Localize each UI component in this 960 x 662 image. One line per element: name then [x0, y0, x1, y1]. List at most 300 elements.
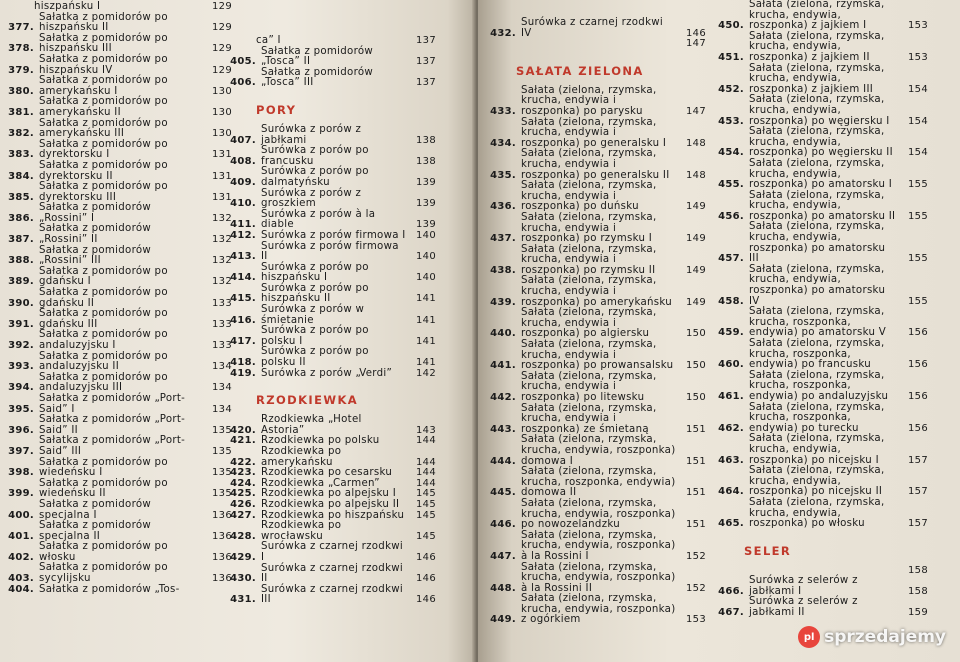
entry-title: Sałatka z pomidorów po hiszpańsku IV: [39, 53, 168, 76]
index-entry: [710, 403, 928, 435]
entry-title: Sałatka z pomidorów po amerykańsku III: [39, 117, 168, 140]
entry-number: 424.: [230, 477, 256, 489]
index-entry: [0, 34, 232, 55]
entry-title: Sałata (zielona, rzymska, krucha, endywia i roszponka) po generalsku I: [521, 116, 667, 149]
entry-number: 461.: [718, 390, 744, 402]
left-col-2: [222, 36, 436, 606]
entry-title: Sałata (zielona, rzymska, krucha, endywia, roszponka) po nicejsku II: [749, 465, 885, 498]
index-entry: [710, 127, 928, 159]
index-entry: [482, 213, 706, 245]
entry-number: 405.: [230, 56, 256, 68]
index-entry: [0, 224, 232, 245]
watermark-text: sprzedajemy: [824, 627, 946, 647]
entry-number: 435.: [490, 169, 516, 181]
entry-page-number: 155: [908, 253, 928, 265]
entry-number: 410.: [230, 198, 256, 210]
entry-page-number: 144: [416, 456, 436, 468]
entry-title: Sałatka z pomidorów „Rossini” II: [39, 223, 152, 246]
entry-title: Rzodkiewka po hiszpańsku: [261, 509, 405, 521]
entry-number: 450.: [718, 20, 744, 32]
index-entry: [482, 531, 706, 563]
entry-page-number: 136: [212, 509, 232, 521]
index-entry: [482, 340, 706, 372]
entry-title: Surówka z porów „Verdi”: [261, 367, 393, 379]
entry-number: 383.: [8, 149, 34, 161]
index-entry: [482, 276, 706, 308]
entry-page-number: 154: [908, 115, 928, 127]
entry-title: Sałatka z pomidorów „Tos-: [39, 583, 180, 595]
entry-number: 396.: [8, 424, 34, 436]
index-entry: [710, 0, 928, 32]
entry-title: Sałata (zielona, rzymska, krucha, endywia i roszponka) po rzymsku II: [521, 243, 657, 276]
index-entry: [0, 330, 232, 351]
index-entry: [710, 64, 928, 96]
index-entry: [482, 18, 706, 39]
index-entry: [0, 415, 232, 436]
entry-page-number: 140: [416, 272, 436, 284]
entry-number: 412.: [230, 229, 256, 241]
index-entry: [482, 499, 706, 531]
index-entry: [710, 307, 928, 339]
entry-number: 391.: [8, 318, 34, 330]
entry-page-number: 137: [416, 56, 436, 68]
index-entry: [0, 2, 232, 13]
index-entry: [0, 203, 232, 224]
entry-number: 454.: [718, 147, 744, 159]
entry-page-number: 157: [908, 486, 928, 498]
entry-page-number: 153: [908, 51, 928, 63]
entry-title: Rzodkiewka po polsku: [261, 435, 380, 447]
entry-title: Sałatka z pomidorów po hiszpańsku II: [39, 11, 168, 34]
index-entry: [222, 36, 436, 47]
entry-page-number: 140: [416, 229, 436, 241]
entry-page-number: 159: [908, 607, 928, 619]
index-entry: [710, 339, 928, 371]
entry-title: Surówka z porów firmowa II: [261, 240, 399, 263]
entry-number: 388.: [8, 255, 34, 267]
entry-page-number: 152: [686, 550, 706, 562]
entry-page-number: 149: [686, 233, 706, 245]
entry-page-number: 133: [212, 297, 232, 309]
entry-page-number: 156: [908, 327, 928, 339]
entry-number: 428.: [230, 530, 256, 542]
index-entry: [0, 373, 232, 394]
entry-title: Surówka z czarnej rzodkwi I: [261, 541, 404, 563]
entry-title: Sałatka z pomidorów po włosku: [39, 541, 168, 563]
index-entry: [482, 308, 706, 340]
index-entry: [222, 415, 436, 436]
entry-number: 449.: [490, 614, 516, 626]
entry-page-number: 145: [416, 498, 436, 510]
entry-number: 392.: [8, 340, 34, 351]
right-page: [478, 0, 960, 662]
index-entry: [710, 371, 928, 403]
entry-page-number: 132: [212, 234, 232, 246]
index-entry: [710, 191, 928, 223]
entry-number: 467.: [718, 607, 744, 619]
index-entry: [710, 466, 928, 498]
index-entry: [710, 32, 928, 64]
index-entry: [0, 182, 232, 203]
entry-page-number: 143: [416, 424, 436, 436]
entry-number: 387.: [8, 234, 34, 246]
index-entry: [222, 369, 436, 380]
entry-number: 403.: [8, 573, 34, 585]
entry-page-number: 158: [908, 585, 928, 597]
entry-title: Sałatka z pomidorów „Port-Said” II: [39, 414, 186, 436]
entry-title: Surówka z porów z jabłkami: [261, 123, 362, 146]
entry-number: 421.: [230, 435, 256, 447]
entry-number: 413.: [230, 251, 256, 263]
entry-number: 379.: [8, 64, 34, 76]
index-entry: [482, 467, 706, 499]
index-entry: [482, 181, 706, 213]
entry-title: Sałata (zielona, rzymska, krucha, endywia, roszponka) z ogórkiem: [521, 593, 676, 626]
entry-page-number: 141: [416, 293, 436, 305]
index-entry: [0, 585, 232, 596]
entry-number: 430.: [230, 573, 256, 585]
entry-number: 453.: [718, 115, 744, 127]
entry-title: Sałatka z pomidorów „Tosca” II: [261, 45, 374, 68]
entry-page-number: 134: [212, 403, 232, 415]
index-entry: [0, 521, 232, 542]
entry-page-number: 130: [212, 128, 232, 140]
entry-page-number: 150: [686, 328, 706, 340]
entry-number: 427.: [230, 509, 256, 521]
entry-page-number: 131: [212, 191, 232, 203]
entry-number: 451.: [718, 51, 744, 63]
entry-page-number: 154: [908, 147, 928, 159]
index-entry: [222, 500, 436, 511]
entry-title: Sałata (zielona, rzymska, krucha, roszponka, endywia) domowa II: [521, 466, 676, 499]
index-entry: [222, 242, 436, 263]
entry-number: 402.: [8, 551, 34, 563]
entry-page-number: 144: [416, 435, 436, 447]
entry-page-number: 132: [212, 255, 232, 267]
entry-page-number: 146: [416, 594, 436, 606]
entry-page-number: 148: [686, 137, 706, 149]
watermark-badge-icon: pl: [798, 626, 820, 648]
entry-page-number: 130: [212, 106, 232, 118]
entry-page-number: 130: [212, 85, 232, 97]
right-col-2: [710, 0, 928, 619]
entry-page-number: 146: [686, 27, 706, 39]
index-entry: [222, 189, 436, 210]
entry-number: 452.: [718, 83, 744, 95]
entry-number: 385.: [8, 191, 34, 203]
entry-title: Sałatka z pomidorów po andaluzyjsku II: [39, 350, 168, 373]
entry-title: Sałata (zielona, rzymska, krucha, endywia i roszponka) po amerykańsku: [521, 275, 673, 308]
index-entry: [710, 159, 928, 191]
entry-title: Sałatka z pomidorów po dyrektorsku II: [39, 159, 168, 182]
index-entry: [222, 347, 436, 368]
entry-title: Sałatka z pomidorów „Rossini” III: [39, 244, 152, 267]
index-entry: [222, 210, 436, 231]
entry-title: Sałata (zielona, rzymska, krucha, endywia i roszponka) po parysku: [521, 84, 657, 117]
section-heading-seler: SELER: [744, 543, 792, 558]
entry-number: 415.: [230, 293, 256, 305]
index-entry: [482, 435, 706, 467]
entry-page-number: 151: [686, 455, 706, 467]
entry-title: Sałata (zielona, rzymska, krucha, endywia, roszponka) po amatorsku I: [749, 157, 893, 191]
entry-number: 465.: [718, 518, 744, 530]
index-entry: [0, 76, 232, 97]
entry-number: 442.: [490, 392, 516, 403]
entry-page-number: 139: [416, 198, 436, 210]
entry-title: Sałatka z pomidorów po andaluzyjsku III: [39, 371, 168, 394]
entry-title: Sałatka z pomidorów po wiedeńsku II: [39, 477, 168, 500]
entry-title: Rzodkiewka „Carmen”: [261, 477, 380, 489]
entry-title: Sałatka z pomidorów specjalna I: [39, 498, 152, 521]
entry-number: 441.: [490, 360, 516, 372]
index-entry: [482, 39, 706, 50]
entry-title: Sałata (zielona, rzymska, krucha, endywia, roszponka) à la Rossini II: [521, 561, 676, 594]
entry-page-number: 135: [212, 488, 232, 500]
entry-title: Sałatka z pomidorów po amerykańsku I: [39, 75, 168, 97]
entry-title: hiszpańsku I: [34, 1, 101, 12]
entry-number: 382.: [8, 128, 34, 140]
entry-page-number: 135: [212, 467, 232, 479]
index-entry: [222, 263, 436, 284]
entry-title: Sałata (zielona, rzymska, krucha, roszponka, endywia) po turecku: [749, 401, 885, 434]
entry-title: Sałata (zielona, rzymska, krucha, endywia i roszponka) po algiersku: [521, 307, 657, 340]
entry-title: Sałata (zielona, rzymska, krucha, endywia, roszponka) domowa I: [521, 434, 676, 467]
index-entry: [0, 479, 232, 500]
index-entry: [222, 542, 436, 563]
entry-page-number: 136: [212, 551, 232, 563]
entry-number: 401.: [8, 530, 34, 542]
entry-page-number: 138: [416, 134, 436, 146]
entry-page-number: 146: [416, 573, 436, 585]
index-entry: [222, 305, 436, 326]
entry-number: 380.: [8, 85, 34, 97]
entry-number: 395.: [8, 403, 34, 415]
index-entry: [482, 563, 706, 595]
entry-title: Sałata (zielona, rzymska, krucha, endywia i roszponka) po prowansalsku: [521, 339, 674, 372]
entry-page-number: 131: [212, 149, 232, 161]
entry-number: 459.: [718, 327, 744, 339]
entry-title: Sałata (zielona, rzymska, krucha, endywia i roszponka) po litewsku: [521, 370, 657, 403]
entry-page-number: 136: [212, 573, 232, 585]
entry-page-number: 155: [908, 210, 928, 222]
entry-number: 462.: [718, 422, 744, 434]
entry-page-number: 145: [416, 488, 436, 500]
index-entry: [0, 161, 232, 182]
entry-page-number: 152: [686, 582, 706, 594]
rzodkiewka-list: [222, 415, 436, 606]
entry-page-number: 147: [686, 105, 706, 117]
index-entry: [0, 13, 232, 34]
index-entry: [0, 55, 232, 76]
entry-title: Sałatka z pomidorów „Rossini” I: [39, 202, 152, 224]
entry-number: 426.: [230, 498, 256, 510]
entry-title: Sałata (zielona, rzymska, krucha, endywia, roszponka) po węgiersku II: [749, 126, 893, 159]
entry-page-number: 151: [686, 487, 706, 499]
entry-title: Sałata (zielona, rzymska, krucha, endywia i roszponka) ze śmietaną: [521, 402, 657, 435]
entry-page-number: 134: [212, 361, 232, 373]
entry-number: 431.: [230, 594, 256, 606]
entry-title: Sałata (zielona, rzymska, krucha, roszponka, endywia) po amatorsku V: [749, 306, 887, 339]
entry-number: 432.: [490, 27, 516, 39]
entry-page-number: 144: [416, 477, 436, 489]
entry-title: Sałatka z pomidorów po hiszpańsku III: [39, 32, 168, 55]
entry-title: Sałata (zielona, rzymska, krucha, endywia, roszponka) po amatorsku IV: [749, 263, 886, 307]
entry-title: Rzodkiewka po alpejsku II: [261, 498, 400, 510]
entry-number: 418.: [230, 357, 256, 369]
entry-page-number: 142: [416, 367, 436, 379]
entry-number: 445.: [490, 487, 516, 499]
index-entry: [0, 288, 232, 309]
index-entry: [222, 68, 436, 89]
entry-number: 436.: [490, 201, 516, 213]
entry-title: Sałata (zielona, rzymska, krucha, endywia i roszponka) po duńsku: [521, 180, 657, 213]
entry-number: 443.: [490, 423, 516, 435]
entry-title: Sałatka z pomidorów po dyrektorsku I: [39, 138, 168, 161]
entry-page-number: 144: [416, 467, 436, 479]
entry-page-number: 135: [212, 445, 232, 457]
entry-page-number: 155: [908, 179, 928, 191]
index-entry: [222, 521, 436, 542]
index-entry: [222, 585, 436, 606]
entry-title: Surówka z porów firmowa I: [261, 229, 406, 241]
entry-page-number: 156: [908, 390, 928, 402]
entry-number: 398.: [8, 467, 34, 479]
entry-title: Surówka z selerów z jabłkami II: [749, 596, 858, 619]
entry-page-number: 153: [908, 20, 928, 32]
entry-number: 457.: [718, 253, 744, 265]
entry-number: 400.: [8, 509, 34, 521]
index-entry: [0, 458, 232, 479]
entry-number: 406.: [230, 77, 256, 89]
entry-number: 463.: [718, 454, 744, 466]
entry-title: Sałatka z pomidorów po sycylijsku: [39, 562, 168, 585]
index-entry: [710, 222, 928, 264]
entry-number: 384.: [8, 170, 34, 182]
entry-title: Sałata (zielona, rzymska, krucha, endywia i roszponka) po rzymsku I: [521, 211, 657, 245]
entry-title: ca” I: [256, 35, 281, 46]
entry-page-number: 139: [416, 219, 436, 231]
entry-title: Sałata (zielona, rzymska, krucha, endywia, roszponka) z jajkiem III: [749, 62, 885, 95]
entry-title: Sałatka z pomidorów po andaluzyjsku I: [39, 329, 168, 351]
section-heading-rzodkiewka: RZODKIEWKA: [256, 393, 359, 408]
entry-page-number: 129: [212, 22, 232, 34]
entry-page-number: 150: [686, 392, 706, 403]
index-entry: [0, 97, 232, 118]
entry-title: Sałatka z pomidorów po gdańsku II: [39, 287, 168, 309]
entry-title: Surówka z porów po hiszpańsku II: [261, 282, 369, 305]
index-entry: [710, 434, 928, 466]
entry-page-number: 134: [212, 382, 232, 394]
left-col2-top-list: [222, 36, 436, 89]
index-entry: [482, 118, 706, 150]
entry-title: Sałatka z pomidorów specjalna II: [39, 520, 152, 542]
index-entry: [710, 498, 928, 530]
index-entry: [482, 86, 706, 118]
index-entry: [222, 326, 436, 347]
entry-number: 411.: [230, 219, 256, 231]
index-entry: [0, 563, 232, 584]
entry-number: 429.: [230, 551, 256, 563]
entry-number: 404.: [8, 583, 34, 595]
entry-title: Sałatka z pomidorów po gdańsku I: [39, 265, 168, 288]
entry-page-number: 147: [686, 38, 706, 50]
entry-number: 408.: [230, 155, 256, 167]
entry-number: 433.: [490, 105, 516, 117]
entry-title: Surówka z porów po dalmatyńsku: [261, 166, 369, 188]
index-entry: [710, 265, 928, 307]
index-entry: [222, 284, 436, 305]
entry-number: 393.: [8, 361, 34, 373]
entry-page-number: 138: [416, 155, 436, 167]
entry-page-number: 151: [686, 519, 706, 531]
entry-page-number: 156: [908, 359, 928, 371]
entry-page-number: 141: [416, 314, 436, 326]
entry-number: 420.: [230, 424, 256, 436]
right-col-1: [482, 18, 706, 626]
entry-page-number: 132: [212, 276, 232, 288]
entry-number: 399.: [8, 488, 34, 500]
entry-number: 422.: [230, 456, 256, 468]
entry-title: Sałatka z pomidorów po wiedeńsku I: [39, 456, 168, 479]
entry-title: Sałata (zielona, rzymska, krucha, roszponka, endywia) po andaluzyjsku: [749, 369, 889, 402]
entry-title: Sałata (zielona, rzymska, krucha, endywia, roszponka) po amatorsku III: [749, 221, 886, 265]
entry-number: 439.: [490, 296, 516, 308]
entry-page-number: 158: [908, 564, 928, 576]
entry-page-number: 137: [416, 77, 436, 89]
entry-title: Rzodkiewka po cesarsku: [261, 467, 393, 479]
entry-page-number: 156: [908, 422, 928, 434]
entry-page-number: 136: [212, 530, 232, 542]
index-entry: [482, 245, 706, 277]
entry-number: 397.: [8, 445, 34, 457]
entry-page-number: 155: [908, 295, 928, 307]
entry-number: 455.: [718, 179, 744, 191]
index-entry: [710, 576, 928, 597]
index-entry: [482, 594, 706, 626]
right-col2-list: [710, 0, 928, 530]
entry-page-number: 150: [686, 360, 706, 372]
entry-number: 381.: [8, 106, 34, 118]
index-entry: [222, 231, 436, 242]
entry-title: Surówka z czarnej rzodkwi IV: [521, 17, 664, 39]
entry-title: Surówka z porów w śmietanie: [261, 304, 365, 326]
index-entry: [0, 309, 232, 330]
entry-page-number: 154: [908, 83, 928, 95]
index-entry: [222, 564, 436, 585]
index-entry: [222, 125, 436, 146]
entry-number: 423.: [230, 467, 256, 479]
entry-title: Surówka z czarnej rzodkwi II: [261, 562, 404, 585]
entry-number: 390.: [8, 297, 34, 309]
entry-page-number: 141: [416, 335, 436, 347]
index-entry: [482, 372, 706, 404]
entry-page-number: 153: [686, 614, 706, 626]
entry-title: Surówka z czarnej rzodkwi III: [261, 583, 404, 606]
index-entry: [0, 500, 232, 521]
entry-title: Rzodkiewka „Hotel Astoria”: [261, 414, 362, 436]
entry-page-number: 132: [212, 212, 232, 224]
entry-title: Surówka z porów po polsku I: [261, 325, 369, 347]
entry-number: 466.: [718, 585, 744, 597]
entry-title: Sałata (zielona, rzymska, krucha, endywia i roszponka) po generalsku II: [521, 148, 670, 181]
entry-title: Sałata (zielona, rzymska, krucha, endywia, roszponka) à la Rossini I: [521, 529, 676, 562]
entry-number: 394.: [8, 382, 34, 394]
index-entry: [0, 352, 232, 373]
index-entry: [710, 95, 928, 127]
watermark: [798, 626, 946, 648]
entry-page-number: 137: [416, 35, 436, 46]
entry-title: Sałata (zielona, rzymska, krucha, roszponka, endywia) po francusku: [749, 338, 885, 371]
